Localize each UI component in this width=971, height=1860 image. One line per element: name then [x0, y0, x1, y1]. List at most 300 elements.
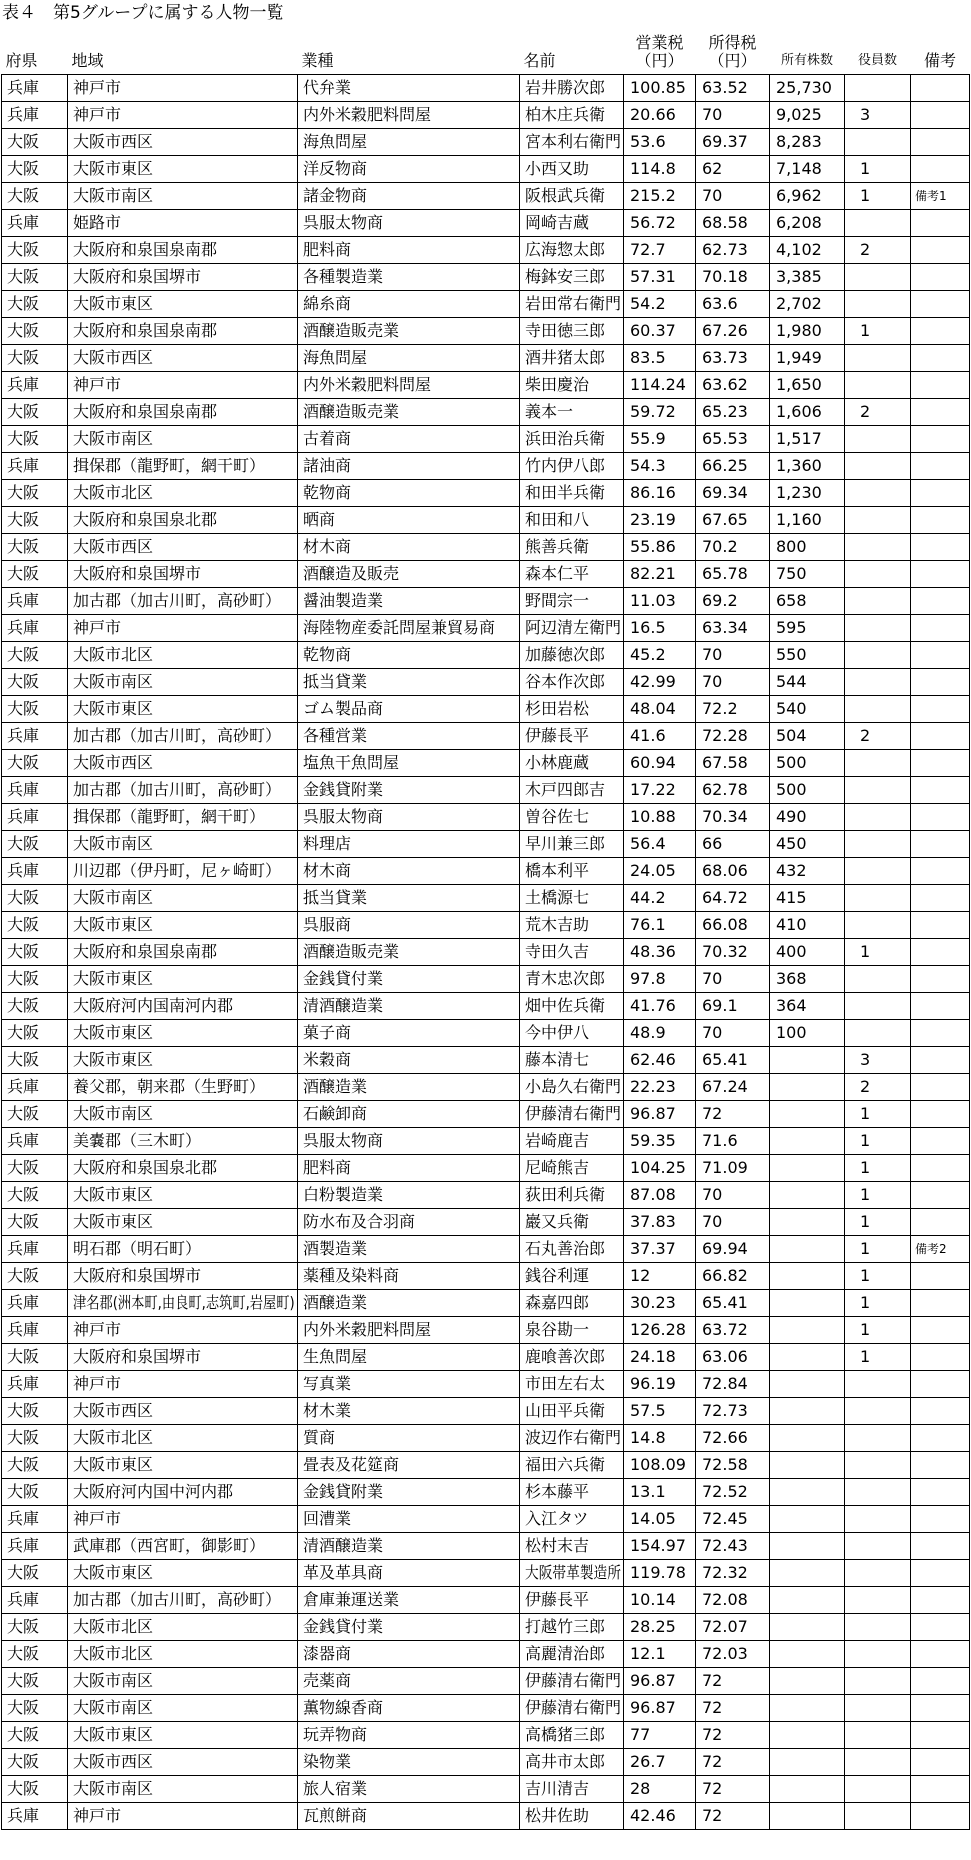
- cell-officer-count: [845, 750, 911, 777]
- cell-business-tax: [624, 291, 696, 318]
- cell-business-tax-text: 55.9: [630, 429, 666, 448]
- table-row: [2, 1317, 970, 1344]
- cell-remarks: [911, 1533, 970, 1560]
- cell-business-tax-text: 42.46: [630, 1806, 676, 1825]
- cell-income-tax: [696, 507, 770, 534]
- cell-shares: [770, 1506, 845, 1533]
- cell-name-text: 寺田徳三郎: [525, 321, 606, 340]
- cell-name: [520, 966, 624, 993]
- cell-business-tax-text: 60.94: [630, 753, 676, 772]
- cell-area-text: 大阪府和泉国泉南郡: [73, 942, 218, 961]
- cell-officer-count: [845, 1641, 911, 1668]
- cell-name: [520, 1479, 624, 1506]
- cell-income-tax-text: 72.66: [702, 1428, 748, 1447]
- table-row: [2, 993, 970, 1020]
- cell-remarks: [911, 399, 970, 426]
- cell-area: [68, 777, 298, 804]
- cell-remarks: [911, 993, 970, 1020]
- cell-income-tax: [696, 426, 770, 453]
- cell-name: [520, 723, 624, 750]
- cell-industry: [298, 426, 520, 453]
- cell-name-text: 銭谷利運: [525, 1266, 590, 1285]
- cell-area-text: 大阪市東区: [73, 1725, 154, 1744]
- cell-business-tax-text: 10.88: [630, 807, 676, 826]
- cell-industry-text: 防水布及合羽商: [303, 1212, 416, 1231]
- cell-prefecture-text: 大阪: [7, 969, 40, 988]
- cell-shares-text: 410: [776, 915, 807, 934]
- cell-name: [520, 939, 624, 966]
- cell-prefecture: [2, 156, 68, 183]
- cell-prefecture-text: 大阪: [7, 645, 40, 664]
- cell-income-tax-text: 72: [702, 1104, 723, 1123]
- cell-name: [520, 1533, 624, 1560]
- cell-area-text: 大阪市東区: [73, 1455, 154, 1474]
- cell-area: [68, 966, 298, 993]
- cell-business-tax-text: 45.2: [630, 645, 666, 664]
- cell-name: [520, 669, 624, 696]
- cell-area-text: 大阪市西区: [73, 753, 154, 772]
- cell-shares: [770, 210, 845, 237]
- cell-remarks: [911, 1803, 970, 1830]
- cell-shares-text: 400: [776, 942, 807, 961]
- cell-shares-text: 3,385: [776, 267, 822, 286]
- cell-area: [68, 642, 298, 669]
- cell-income-tax: [696, 1614, 770, 1641]
- cell-officer-count-text: 3: [860, 1050, 871, 1069]
- cell-area-text: 養父郡，朝来郡（生野町）: [73, 1077, 266, 1096]
- cell-remarks: [911, 453, 970, 480]
- cell-business-tax-text: 30.23: [630, 1293, 676, 1312]
- cell-officer-count: [845, 1101, 911, 1128]
- cell-prefecture-text: 兵庫: [7, 1320, 40, 1339]
- cell-name-text: 福田六兵衛: [525, 1455, 606, 1474]
- cell-business-tax-text: 41.76: [630, 996, 676, 1015]
- cell-prefecture-text: 大阪: [7, 429, 40, 448]
- table-row: [2, 777, 970, 804]
- cell-prefecture: [2, 1695, 68, 1722]
- table-row: [2, 1182, 970, 1209]
- cell-prefecture-text: 大阪: [7, 159, 40, 178]
- cell-industry: [298, 1749, 520, 1776]
- cell-shares: [770, 183, 845, 210]
- cell-area-text: 大阪市東区: [73, 699, 154, 718]
- cell-prefecture: [2, 183, 68, 210]
- cell-prefecture-text: 大阪: [7, 888, 40, 907]
- cell-prefecture-text: 大阪: [7, 132, 40, 151]
- cell-officer-count-text: 1: [860, 1293, 871, 1312]
- table-row: [2, 1209, 970, 1236]
- cell-industry: [298, 1209, 520, 1236]
- cell-officer-count: [845, 1722, 911, 1749]
- cell-prefecture-text: 大阪: [7, 1266, 40, 1285]
- cell-shares: [770, 426, 845, 453]
- cell-name: [520, 1695, 624, 1722]
- table-row: [2, 831, 970, 858]
- cell-business-tax-text: 119.78: [630, 1563, 686, 1582]
- cell-prefecture: [2, 75, 68, 102]
- cell-shares: [770, 1479, 845, 1506]
- header-row: [2, 30, 970, 75]
- cell-area-text: 大阪市南区: [73, 186, 154, 205]
- table-row: [2, 858, 970, 885]
- cell-name-text: 加藤徳次郎: [525, 645, 606, 664]
- cell-prefecture-text: 大阪: [7, 1671, 40, 1690]
- cell-income-tax: [696, 75, 770, 102]
- cell-name-text: 高麗清治郎: [525, 1644, 606, 1663]
- cell-income-tax: [696, 399, 770, 426]
- header-area: 地域: [71, 51, 104, 70]
- cell-income-tax-text: 70.2: [702, 537, 738, 556]
- table-row: [2, 102, 970, 129]
- cell-name: [520, 696, 624, 723]
- cell-prefecture: [2, 1506, 68, 1533]
- cell-remarks: [911, 561, 970, 588]
- cell-shares: [770, 804, 845, 831]
- cell-income-tax: [696, 1317, 770, 1344]
- cell-shares: [770, 534, 845, 561]
- cell-income-tax-text: 69.37: [702, 132, 748, 151]
- cell-industry: [298, 345, 520, 372]
- cell-income-tax-text: 69.2: [702, 591, 738, 610]
- cell-prefecture-text: 大阪: [7, 564, 40, 583]
- cell-industry-text: 古着商: [303, 429, 352, 448]
- cell-name: [520, 1047, 624, 1074]
- cell-prefecture: [2, 1155, 68, 1182]
- cell-prefecture: [2, 696, 68, 723]
- cell-area: [68, 1695, 298, 1722]
- cell-prefecture: [2, 399, 68, 426]
- cell-prefecture: [2, 1533, 68, 1560]
- cell-industry: [298, 1614, 520, 1641]
- cell-industry: [298, 1398, 520, 1425]
- cell-industry: [298, 885, 520, 912]
- cell-income-tax: [696, 237, 770, 264]
- table-row: [2, 615, 970, 642]
- cell-industry-text: 酒醸造販売業: [303, 402, 400, 421]
- cell-area-text: 神戸市: [73, 78, 122, 97]
- cell-officer-count: [845, 1587, 911, 1614]
- cell-business-tax-text: 57.5: [630, 1401, 666, 1420]
- cell-area: [68, 993, 298, 1020]
- cell-industry: [298, 1479, 520, 1506]
- cell-income-tax-text: 65.78: [702, 564, 748, 583]
- cell-shares-text: 1,650: [776, 375, 822, 394]
- cell-shares: [770, 642, 845, 669]
- cell-name-text: 橋本利平: [525, 861, 590, 880]
- cell-income-tax: [696, 615, 770, 642]
- cell-remarks: [911, 1479, 970, 1506]
- cell-industry: [298, 1803, 520, 1830]
- cell-prefecture: [2, 318, 68, 345]
- cell-remarks: [911, 1074, 970, 1101]
- cell-business-tax: [624, 1101, 696, 1128]
- cell-officer-count: [845, 291, 911, 318]
- cell-business-tax-text: 59.72: [630, 402, 676, 421]
- header-business-tax: [624, 30, 696, 75]
- cell-prefecture: [2, 750, 68, 777]
- table-body: [2, 75, 970, 1830]
- cell-officer-count: [845, 1560, 911, 1587]
- cell-remarks: [911, 939, 970, 966]
- cell-income-tax-text: 72.84: [702, 1374, 748, 1393]
- cell-name-text: 今中伊八: [525, 1023, 590, 1042]
- cell-business-tax-text: 14.8: [630, 1428, 666, 1447]
- cell-prefecture: [2, 669, 68, 696]
- cell-shares: [770, 1236, 845, 1263]
- cell-business-tax: [624, 102, 696, 129]
- table-row: [2, 426, 970, 453]
- cell-officer-count: [845, 1344, 911, 1371]
- cell-prefecture: [2, 102, 68, 129]
- cell-prefecture: [2, 1803, 68, 1830]
- cell-area-text: 加古郡（加古川町，高砂町）: [73, 780, 282, 799]
- table-title: 表４ 第5グループに属する人物一覧: [2, 3, 284, 23]
- cell-income-tax: [696, 1182, 770, 1209]
- cell-income-tax-text: 66.25: [702, 456, 748, 475]
- cell-prefecture-text: 大阪: [7, 1347, 40, 1366]
- cell-officer-count: [845, 696, 911, 723]
- cell-income-tax: [696, 1020, 770, 1047]
- cell-prefecture: [2, 1560, 68, 1587]
- cell-income-tax-text: 63.6: [702, 294, 738, 313]
- cell-income-tax: [696, 750, 770, 777]
- table-row: [2, 588, 970, 615]
- cell-prefecture-text: 大阪: [7, 267, 40, 286]
- table-row: [2, 453, 970, 480]
- cell-business-tax-text: 42.99: [630, 672, 676, 691]
- cell-officer-count: [845, 642, 911, 669]
- cell-remarks: [911, 912, 970, 939]
- cell-name-text: 鹿喰善次郎: [525, 1347, 606, 1366]
- cell-income-tax: [696, 939, 770, 966]
- cell-name-text: 土橋源七: [525, 888, 590, 907]
- cell-name-text: 野間宗一: [525, 591, 590, 610]
- cell-area-text: 武庫郡（西宮町，御影町）: [73, 1536, 266, 1555]
- cell-name: [520, 912, 624, 939]
- cell-area: [68, 183, 298, 210]
- cell-name: [520, 804, 624, 831]
- cell-business-tax-text: 114.24: [630, 375, 686, 394]
- cell-business-tax: [624, 723, 696, 750]
- cell-name-text: 市田左右太: [525, 1374, 606, 1393]
- table-row: [2, 1155, 970, 1182]
- cell-industry: [298, 1182, 520, 1209]
- cell-shares: [770, 1560, 845, 1587]
- cell-industry: [298, 750, 520, 777]
- cell-officer-count-text: 2: [860, 402, 871, 421]
- cell-name-text: 伊藤清右衛門: [525, 1104, 622, 1123]
- cell-prefecture: [2, 1317, 68, 1344]
- table-row: [2, 345, 970, 372]
- cell-industry: [298, 183, 520, 210]
- cell-prefecture: [2, 561, 68, 588]
- cell-area: [68, 210, 298, 237]
- cell-name: [520, 858, 624, 885]
- cell-shares-text: 6,962: [776, 186, 822, 205]
- cell-name: [520, 993, 624, 1020]
- cell-prefecture: [2, 1425, 68, 1452]
- cell-remarks: [911, 75, 970, 102]
- cell-business-tax: [624, 237, 696, 264]
- cell-area-text: 大阪府和泉国堺市: [73, 1347, 202, 1366]
- cell-area-text: 大阪市東区: [73, 1050, 154, 1069]
- cell-shares-text: 4,102: [776, 240, 822, 259]
- cell-industry: [298, 480, 520, 507]
- cell-area-text: 大阪市北区: [73, 1428, 154, 1447]
- cell-industry-text: 質商: [303, 1428, 336, 1447]
- cell-remarks: [911, 372, 970, 399]
- cell-shares-text: 100: [776, 1023, 807, 1042]
- cell-industry: [298, 318, 520, 345]
- cell-officer-count: [845, 1695, 911, 1722]
- cell-prefecture: [2, 912, 68, 939]
- cell-officer-count: [845, 183, 911, 210]
- cell-industry-text: 酒醸造及販売: [303, 564, 400, 583]
- cell-income-tax-text: 72.45: [702, 1509, 748, 1528]
- cell-officer-count: [845, 1533, 911, 1560]
- cell-income-tax: [696, 264, 770, 291]
- cell-industry-text: 酒醸造販売業: [303, 942, 400, 961]
- cell-area: [68, 507, 298, 534]
- cell-remarks: [911, 480, 970, 507]
- cell-shares-text: 1,980: [776, 321, 822, 340]
- cell-industry: [298, 804, 520, 831]
- cell-shares-text: 1,606: [776, 402, 822, 421]
- cell-name: [520, 507, 624, 534]
- cell-officer-count: [845, 1155, 911, 1182]
- cell-industry-text: 石鹸卸商: [303, 1104, 368, 1123]
- cell-prefecture-text: 大阪: [7, 186, 40, 205]
- cell-area-text: 大阪府和泉国泉南郡: [73, 321, 218, 340]
- cell-industry-text: 生魚問屋: [303, 1347, 368, 1366]
- cell-business-tax: [624, 1047, 696, 1074]
- cell-name: [520, 1641, 624, 1668]
- cell-area-text: 大阪市西区: [73, 1752, 154, 1771]
- cell-industry-text: 倉庫兼運送業: [303, 1590, 400, 1609]
- cell-business-tax-text: 83.5: [630, 348, 666, 367]
- cell-business-tax-text: 62.46: [630, 1050, 676, 1069]
- cell-area-text: 大阪市北区: [73, 1617, 154, 1636]
- cell-shares-text: 800: [776, 537, 807, 556]
- cell-area-text: 大阪市北区: [73, 645, 154, 664]
- cell-income-tax: [696, 480, 770, 507]
- cell-remarks: [911, 831, 970, 858]
- cell-name: [520, 1344, 624, 1371]
- cell-prefecture-text: 兵庫: [7, 780, 40, 799]
- cell-name: [520, 588, 624, 615]
- cell-income-tax-text: 62.78: [702, 780, 748, 799]
- cell-area-text: 大阪府和泉国泉南郡: [73, 402, 218, 421]
- cell-business-tax-text: 215.2: [630, 186, 676, 205]
- cell-remarks: [911, 1020, 970, 1047]
- cell-business-tax: [624, 1182, 696, 1209]
- cell-prefecture: [2, 480, 68, 507]
- cell-business-tax-text: 55.86: [630, 537, 676, 556]
- cell-name-text: 木戸四郎吉: [525, 780, 606, 799]
- cell-officer-count: [845, 1479, 911, 1506]
- cell-name-text: 伊藤清右衛門: [525, 1671, 622, 1690]
- header-industry: 業種: [301, 51, 334, 70]
- cell-officer-count: [845, 1803, 911, 1830]
- cell-business-tax: [624, 588, 696, 615]
- cell-shares-text: 1,360: [776, 456, 822, 475]
- cell-area-text: 大阪市東区: [73, 1185, 154, 1204]
- cell-industry-text: 海魚問屋: [303, 348, 368, 367]
- cell-shares-text: 550: [776, 645, 807, 664]
- cell-income-tax: [696, 1236, 770, 1263]
- table-row: [2, 696, 970, 723]
- cell-area-text: 大阪府和泉国泉北郡: [73, 1158, 218, 1177]
- cell-prefecture-text: 兵庫: [7, 1536, 40, 1555]
- cell-business-tax: [624, 1371, 696, 1398]
- cell-area: [68, 696, 298, 723]
- cell-remarks: [911, 1425, 970, 1452]
- cell-business-tax-text: 17.22: [630, 780, 676, 799]
- cell-prefecture-text: 兵庫: [7, 1077, 40, 1096]
- cell-income-tax-text: 72.07: [702, 1617, 748, 1636]
- cell-name: [520, 561, 624, 588]
- cell-business-tax: [624, 1317, 696, 1344]
- cell-prefecture: [2, 1101, 68, 1128]
- table-row: [2, 1722, 970, 1749]
- cell-prefecture: [2, 1047, 68, 1074]
- cell-shares-text: 2,702: [776, 294, 822, 313]
- cell-name: [520, 129, 624, 156]
- cell-name-text: 畑中佐兵衛: [525, 996, 606, 1015]
- cell-name: [520, 1128, 624, 1155]
- cell-prefecture: [2, 1668, 68, 1695]
- cell-remarks: [911, 1371, 970, 1398]
- cell-name-text: 広海惣太郎: [525, 240, 606, 259]
- cell-name: [520, 426, 624, 453]
- cell-income-tax-text: 65.23: [702, 402, 748, 421]
- table-row: [2, 939, 970, 966]
- cell-business-tax-text: 56.72: [630, 213, 676, 232]
- cell-officer-count: [845, 1047, 911, 1074]
- cell-name-text: 寺田久吉: [525, 942, 590, 961]
- cell-business-tax-text: 72.7: [630, 240, 666, 259]
- cell-shares-text: 595: [776, 618, 807, 637]
- cell-area: [68, 1101, 298, 1128]
- cell-business-tax: [624, 642, 696, 669]
- cell-industry: [298, 1533, 520, 1560]
- cell-income-tax: [696, 345, 770, 372]
- cell-officer-count-text: 2: [860, 1077, 871, 1096]
- cell-business-tax: [624, 75, 696, 102]
- cell-shares: [770, 1182, 845, 1209]
- cell-income-tax: [696, 1776, 770, 1803]
- cell-remarks: [911, 1749, 970, 1776]
- cell-officer-count: [845, 777, 911, 804]
- cell-shares: [770, 588, 845, 615]
- cell-name-text: 高井市太郎: [525, 1752, 606, 1771]
- cell-name-text: 伊藤清右衛門: [525, 1698, 622, 1717]
- cell-industry-text: 酒製造業: [303, 1239, 368, 1258]
- cell-business-tax: [624, 534, 696, 561]
- cell-shares: [770, 1425, 845, 1452]
- cell-shares-text: 504: [776, 726, 807, 745]
- table-row: [2, 1425, 970, 1452]
- cell-officer-count-text: 1: [860, 321, 871, 340]
- cell-business-tax: [624, 1668, 696, 1695]
- cell-remarks: [911, 1668, 970, 1695]
- cell-name: [520, 1506, 624, 1533]
- cell-officer-count-text: 1: [860, 1239, 871, 1258]
- cell-name: [520, 75, 624, 102]
- cell-area-text: 神戸市: [73, 1320, 122, 1339]
- cell-industry-text: 白粉製造業: [303, 1185, 384, 1204]
- cell-shares-text: 658: [776, 591, 807, 610]
